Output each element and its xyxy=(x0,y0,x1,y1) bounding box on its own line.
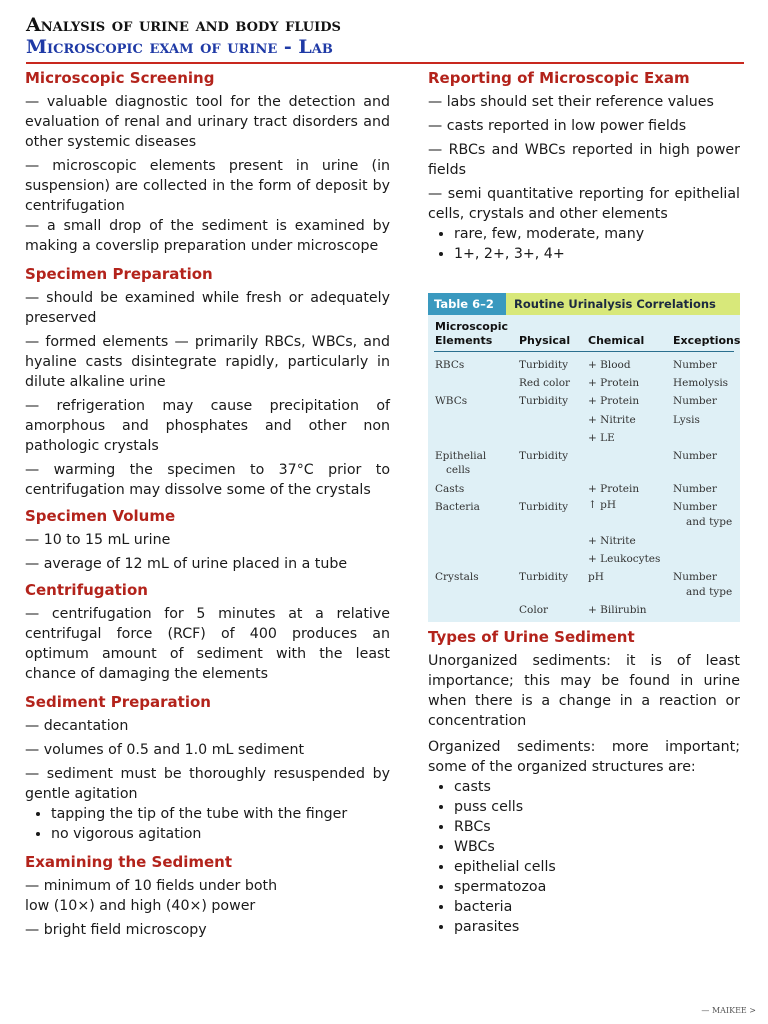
table-cell: Epithelial xyxy=(435,450,487,462)
header-divider xyxy=(26,62,744,64)
table-cell: WBCs xyxy=(435,395,468,407)
list-item: • tapping the tip of the tube with the finger xyxy=(51,804,390,824)
page-subtitle: Microscopic exam of urine - Lab xyxy=(26,36,333,58)
paragraph: — valuable diagnostic tool for the detection and evaluation of renal and urinary tract disorders and other systemic diseases xyxy=(25,94,390,150)
table-number-label: Table 6–2 xyxy=(428,293,506,315)
paragraph: — 10 to 15 mL urine xyxy=(25,532,171,548)
column-header-microscopic xyxy=(435,320,508,348)
page-header xyxy=(26,14,746,58)
section-heading-types-of-sediment: Types of Urine Sediment xyxy=(428,628,635,646)
list-item: • bacteria xyxy=(454,897,740,917)
section-heading-examining-sediment: Examining the Sediment xyxy=(25,853,233,871)
list-item: • spermatozoa xyxy=(454,877,740,897)
table-title: Routine Urinalysis Correlations xyxy=(514,297,716,311)
paragraph: — should be examined while fresh or adequately preserved xyxy=(25,290,390,326)
list-item: • rare, few, moderate, many xyxy=(454,224,740,244)
table-cell: Casts xyxy=(435,483,465,495)
bullet-list xyxy=(428,777,740,937)
list-item: • epithelial cells xyxy=(454,857,740,877)
list-item: • no vigorous agitation xyxy=(51,824,390,844)
bullet-list xyxy=(25,804,390,844)
paragraph: Organized sediments: more important; some of the organized structures are: xyxy=(428,739,740,775)
table-cell: + Protein xyxy=(588,377,640,389)
table-cell: + Nitrite xyxy=(588,414,636,426)
table-cell: + Blood xyxy=(588,359,631,371)
table-cell: Turbidity xyxy=(519,571,569,583)
table-cell: Number xyxy=(673,501,717,513)
table-cell: Lysis xyxy=(673,414,700,426)
table-cell: Color xyxy=(519,604,549,616)
paragraph: — microscopic elements present in urine (in suspension) are collected in the form of deposit by centrifugation xyxy=(25,158,390,214)
paragraph: — labs should set their reference values xyxy=(428,94,714,110)
section-heading-specimen-volume: Specimen Volume xyxy=(25,507,176,525)
paragraph: — centrifugation for 5 minutes at a relative centrifugal force (RCF) of 400 produces an optimum amount of sediment with the least chance of damaging the elements xyxy=(25,606,390,682)
bullet-list xyxy=(428,224,740,264)
paragraph: — casts reported in low power fields xyxy=(428,118,687,134)
paragraph-line: low (10×) and high (40×) power xyxy=(25,898,256,914)
list-item: • parasites xyxy=(454,917,740,937)
table-cell: ↑ pH xyxy=(588,499,617,511)
table-cell: + Nitrite xyxy=(588,535,636,547)
list-item: • 1+, 2+, 3+, 4+ xyxy=(454,244,740,264)
paragraph: — average of 12 mL of urine placed in a tube xyxy=(25,556,348,572)
paragraph xyxy=(25,876,390,916)
table-cell: + Protein xyxy=(588,395,640,407)
table-cell: + Leukocytes xyxy=(588,553,661,565)
paragraph: — RBCs and WBCs reported in high power fields xyxy=(428,142,740,178)
table-cell: Crystals xyxy=(435,571,479,583)
urinalysis-correlations-table xyxy=(428,293,740,622)
table-cell: Bacteria xyxy=(435,501,480,513)
paragraph: — decantation xyxy=(25,718,129,734)
list-item: • puss cells xyxy=(454,797,740,817)
right-column-bottom xyxy=(428,627,740,937)
column-header-exceptions: Exceptions xyxy=(673,334,741,347)
left-column xyxy=(25,66,390,940)
table-cell: Number xyxy=(673,450,717,462)
table-cell: Turbidity xyxy=(519,395,569,407)
paragraph: — refrigeration may cause precipitation of amorphous and phosphates and other non pathologic crystals xyxy=(25,398,390,454)
section-heading-centrifugation: Centrifugation xyxy=(25,581,148,599)
paragraph: Unorganized sediments: it is of least importance; this may be found in urine when there is a change in a reaction or concentration xyxy=(428,653,740,729)
paragraph-line: — minimum of 10 fields under both xyxy=(25,878,278,894)
table-cell: and type xyxy=(686,586,733,598)
table-cell: + LE xyxy=(588,432,615,444)
table-cell: RBCs xyxy=(435,359,465,371)
table-cell: Number xyxy=(673,395,717,407)
table-cell: cells xyxy=(446,464,471,476)
table-cell: Turbidity xyxy=(519,450,569,462)
column-header-line: Elements xyxy=(435,334,493,347)
paragraph: — semi quantitative reporting for epithelial cells, crystals and other elements xyxy=(428,186,740,222)
column-header-line: Microscopic xyxy=(435,320,509,333)
table-cell: Number xyxy=(673,571,717,583)
list-item: • WBCs xyxy=(454,837,740,857)
section-heading-microscopic-screening: Microscopic Screening xyxy=(25,69,215,87)
paragraph: — bright field microscopy xyxy=(25,922,207,938)
page-title: Analysis of urine and body fluids xyxy=(26,14,341,36)
table-cell: + Protein xyxy=(588,483,640,495)
table-header-divider xyxy=(434,351,734,352)
paragraph: — sediment must be thoroughly resuspended by gentle agitation xyxy=(25,766,390,802)
table-cell: Turbidity xyxy=(519,501,569,513)
table-cell: Red color xyxy=(519,377,571,389)
footer-signature: — MAIKEE > xyxy=(701,1006,756,1015)
paragraph: — warming the specimen to 37°C prior to centrifugation may dissolve some of the crystals xyxy=(25,462,390,498)
table-cell: Number xyxy=(673,483,717,495)
table-cell: and type xyxy=(686,516,733,528)
table-cell: + Bilirubin xyxy=(588,604,647,616)
section-heading-reporting: Reporting of Microscopic Exam xyxy=(428,69,690,87)
list-item: • casts xyxy=(454,777,740,797)
paragraph: — volumes of 0.5 and 1.0 mL sediment xyxy=(25,742,305,758)
column-header-chemical: Chemical xyxy=(588,334,645,347)
section-heading-specimen-preparation: Specimen Preparation xyxy=(25,265,213,283)
right-column-top xyxy=(428,66,740,264)
section-heading-sediment-preparation: Sediment Preparation xyxy=(25,693,211,711)
table-cell: Number xyxy=(673,359,717,371)
paragraph: — a small drop of the sediment is examined by making a coverslip preparation under microscope xyxy=(25,218,390,254)
table-cell: Turbidity xyxy=(519,359,569,371)
paragraph: — formed elements — primarily RBCs, WBCs, and hyaline casts disintegrate rapidly, particularly in dilute alkaline urine xyxy=(25,334,390,390)
table-cell: Hemolysis xyxy=(673,377,729,389)
table-cell: pH xyxy=(588,571,604,583)
column-header-physical: Physical xyxy=(519,334,571,347)
list-item: • RBCs xyxy=(454,817,740,837)
